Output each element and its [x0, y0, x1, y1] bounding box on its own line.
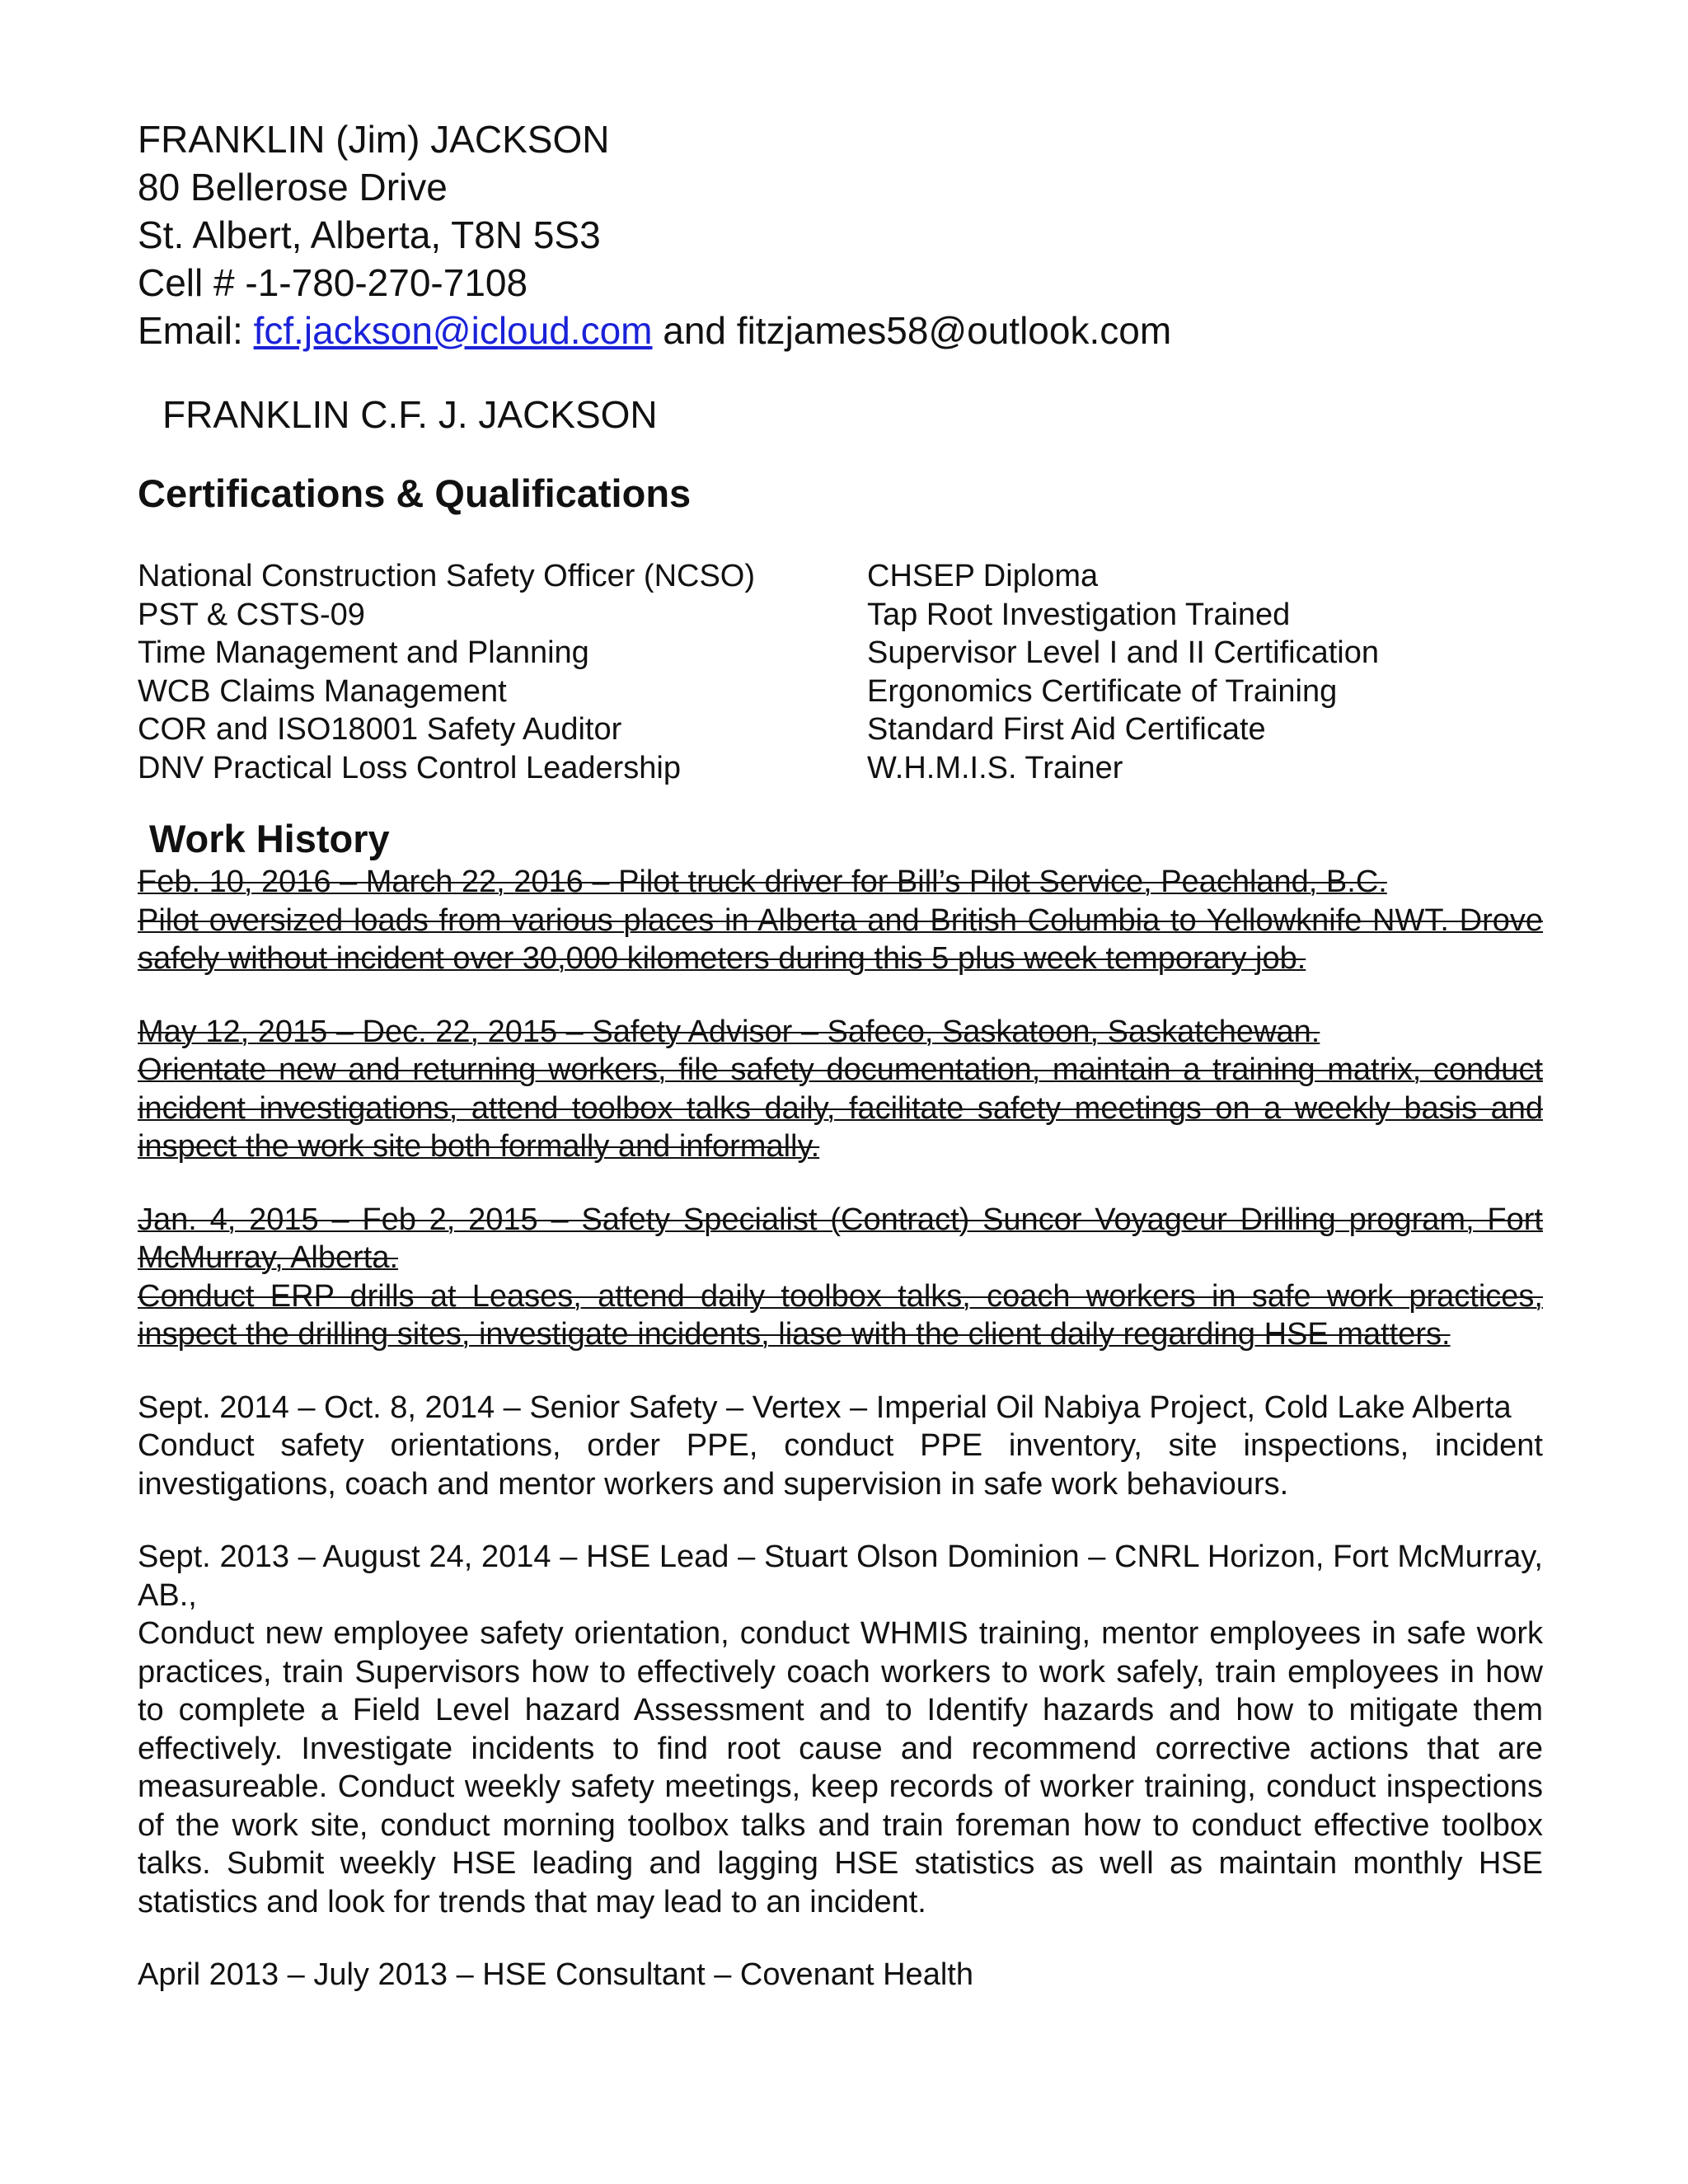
work-entry — [138, 1201, 1543, 1354]
work-entry-body: Orientate new and returning workers, file safety documentation, maintain a training matrix, conduct incident investigations, attend toolbox talks daily, facilitate safety meetings on a weekly basis and inspect the work site both formally and informally. — [138, 1052, 1543, 1164]
work-entry-body: Conduct ERP drills at Leases, attend daily toolbox talks, coach workers in safe work practices, inspect the drilling sites, investigate incidents, liase with the client daily regarding HSE matters. — [138, 1278, 1543, 1352]
address-line-1: 80 Bellerose Drive — [138, 166, 448, 209]
cert-item: Tap Root Investigation Trained — [867, 597, 1291, 632]
work-entry-body: Pilot oversized loads from various places in Alberta and British Columbia to Yellowknife NWT. Drove safely without incident over 30,000 kilometers during this 5 plus week temporary job. — [138, 902, 1543, 976]
work-entry-heading: April 2013 – July 2013 – HSE Consultant – Covenant Health — [138, 1957, 973, 1992]
cert-item: Time Management and Planning — [138, 635, 589, 670]
email-rest: and fitzjames58@outlook.com — [652, 309, 1172, 352]
cert-item: Supervisor Level I and II Certification — [867, 635, 1379, 670]
work-history-title: Work History — [149, 817, 390, 860]
work-entry-heading: Sept. 2014 – Oct. 8, 2014 – Senior Safety – Vertex – Imperial Oil Nabiya Project, Cold Lake Alberta — [138, 1390, 1512, 1425]
full-name: FRANKLIN (Jim) JACKSON — [138, 118, 610, 161]
work-entry — [138, 1956, 1543, 1994]
address-line-2: St. Albert, Alberta, T8N 5S3 — [138, 213, 601, 256]
work-entry-body: Conduct safety orientations, order PPE, conduct PPE inventory, site inspections, incident investigations, coach and mentor workers and supervision in safe work behaviours. — [138, 1428, 1543, 1502]
contact-block — [138, 115, 1531, 354]
cell-number: Cell # -1-780-270-7108 — [138, 261, 528, 304]
work-entry-heading: Feb. 10, 2016 – March 22, 2016 – Pilot truck driver for Bill’s Pilot Service, Peachland, B.C. — [138, 865, 1387, 899]
cert-item: Ergonomics Certificate of Training — [867, 673, 1338, 709]
certifications-list — [138, 557, 1531, 787]
cert-item: PST & CSTS-09 — [138, 597, 365, 632]
cert-item: CHSEP Diploma — [867, 559, 1099, 593]
cert-item: National Construction Safety Officer (NCSO) — [138, 559, 756, 593]
cert-item: W.H.M.I.S. Trainer — [867, 750, 1123, 785]
work-entry-body: Conduct new employee safety orientation, conduct WHMIS training, mentor employees in safe work practices, train Supervisors how to effectively coach workers to work safely, train employees in how to complete a Field Level hazard Assessment and to Identify hazards and how to mitigate them effectively. Investigate incidents to find root cause and recommend corrective actions that are measureable. Conduct weekly safety meetings, keep records of worker training, conduct inspections of the work site, conduct morning toolbox talks and train foreman how to conduct effective toolbox talks. Submit weekly HSE leading and lagging HSE statistics as well as maintain monthly HSE statistics and look for trends that may lead to an incident. — [138, 1616, 1543, 1919]
cert-item: DNV Practical Loss Control Leadership — [138, 750, 681, 785]
email-link[interactable]: fcf.jackson@icloud.com — [253, 309, 653, 352]
alternate-name: FRANKLIN C.F. J. JACKSON — [162, 393, 658, 436]
work-entry — [138, 1389, 1543, 1504]
cert-item: Standard First Aid Certificate — [867, 712, 1266, 747]
email-line — [138, 307, 1531, 354]
work-entry — [138, 1013, 1543, 1166]
work-entry-heading: May 12, 2015 – Dec. 22, 2015 – Safety Advisor – Safeco, Saskatoon, Saskatchewan. — [138, 1014, 1320, 1049]
cert-item: COR and ISO18001 Safety Auditor — [138, 712, 622, 747]
certifications-title: Certifications & Qualifications — [138, 471, 692, 515]
resume-page — [138, 115, 1543, 1994]
work-entry-heading: Sept. 2013 – August 24, 2014 – HSE Lead – Stuart Olson Dominion – CNRL Horizon, Fort McMurray, AB., — [138, 1540, 1543, 1613]
email-label: Email: — [138, 309, 254, 352]
work-entry — [138, 863, 1543, 978]
cert-item: WCB Claims Management — [138, 673, 507, 709]
work-entry-heading: Jan. 4, 2015 – Feb 2, 2015 – Safety Specialist (Contract) Suncor Voyageur Drilling program, Fort McMurray, Alberta. — [138, 1202, 1543, 1275]
work-entry — [138, 1538, 1543, 1921]
